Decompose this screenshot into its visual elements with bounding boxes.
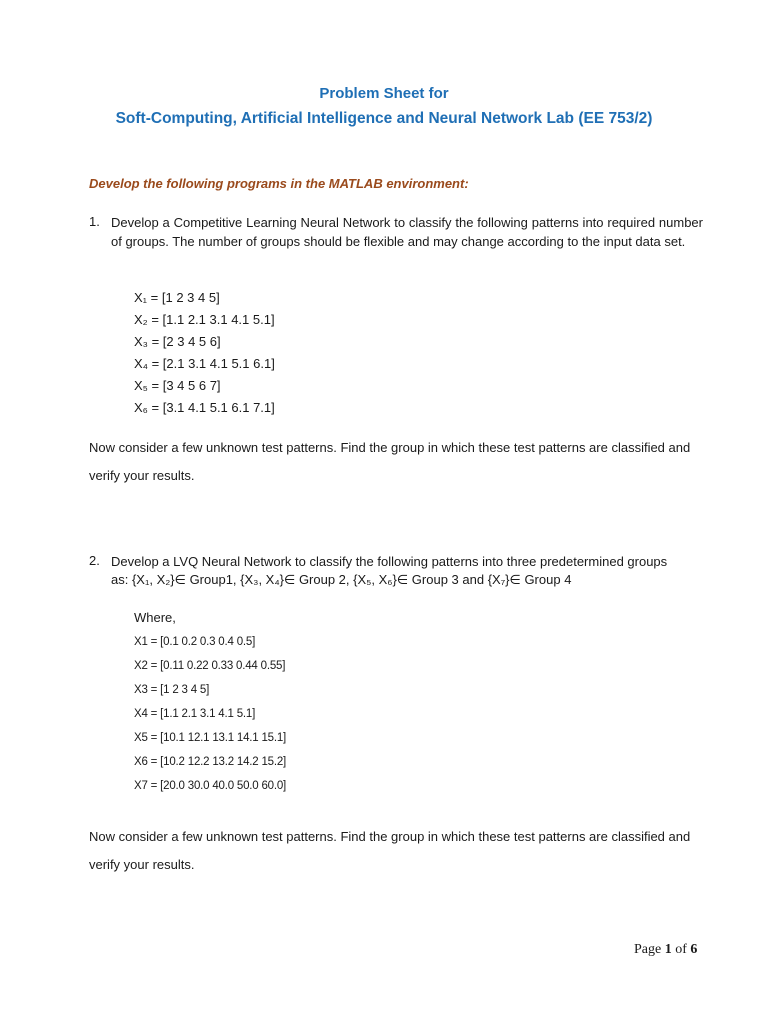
instruction-text: Develop the following programs in the MATLAB environment: [89, 176, 469, 191]
problem-1-note: Now consider a few unknown test patterns. Find the group in which these test patterns are classified and verify your results. [89, 440, 691, 483]
problem-1-pattern: X₆ = [3.1 4.1 5.1 6.1 7.1] [134, 400, 275, 415]
problem-2-pattern: X5 = [10.1 12.1 13.1 14.1 15.1] [134, 732, 287, 744]
problem-1-pattern: X₄ = [2.1 3.1 4.1 5.1 6.1] [134, 356, 275, 371]
document-subtitle: Soft-Computing, Artificial Intelligence and Neural Network Lab (EE 753/2) [115, 110, 653, 127]
of-word: of [675, 942, 687, 957]
problem-2-pattern: X3 = [1 2 3 4 5] [134, 684, 210, 696]
page-number [634, 942, 697, 958]
problem-1-pattern: X₂ = [1.1 2.1 3.1 4.1 5.1] [134, 312, 275, 327]
problem-2-pattern: X4 = [1.1 2.1 3.1 4.1 5.1] [134, 708, 256, 720]
problem-2-text-line2: as: {X₁, X₂}∈ Group1, {X₃, X₄}∈ Group 2, {X₅, X₆}∈ Group 3 and {X₇}∈ Group 4 [111, 572, 572, 587]
page-word: Page [634, 942, 662, 957]
page-current: 1 [664, 942, 672, 957]
problem-2-number: 2. [89, 553, 100, 568]
problem-2-pattern: X2 = [0.11 0.22 0.33 0.44 0.55] [134, 660, 286, 672]
problem-1-pattern: X₃ = [2 3 4 5 6] [134, 334, 221, 349]
problem-1-text: Develop a Competitive Learning Neural Network to classify the following patterns into required number of groups. The number of groups should be flexible and may change according to the input data set. [111, 215, 703, 249]
document-title: Problem Sheet for [319, 85, 449, 102]
problem-2-pattern: X7 = [20.0 30.0 40.0 50.0 60.0] [134, 780, 287, 792]
problem-2-note: Now consider a few unknown test patterns. Find the group in which these test patterns are classified and verify your results. [89, 829, 691, 872]
page-total: 6 [690, 942, 698, 957]
where-label: Where, [134, 610, 176, 625]
problem-1-pattern: X₁ = [1 2 3 4 5] [134, 290, 220, 305]
problem-2-pattern: X6 = [10.2 12.2 13.2 14.2 15.2] [134, 756, 287, 768]
problem-1-number: 1. [89, 214, 100, 229]
problem-2-pattern: X1 = [0.1 0.2 0.3 0.4 0.5] [134, 636, 256, 648]
problem-1-pattern: X₅ = [3 4 5 6 7] [134, 378, 221, 393]
problem-2-text-line1: Develop a LVQ Neural Network to classify the following patterns into three predetermined groups [111, 554, 668, 569]
